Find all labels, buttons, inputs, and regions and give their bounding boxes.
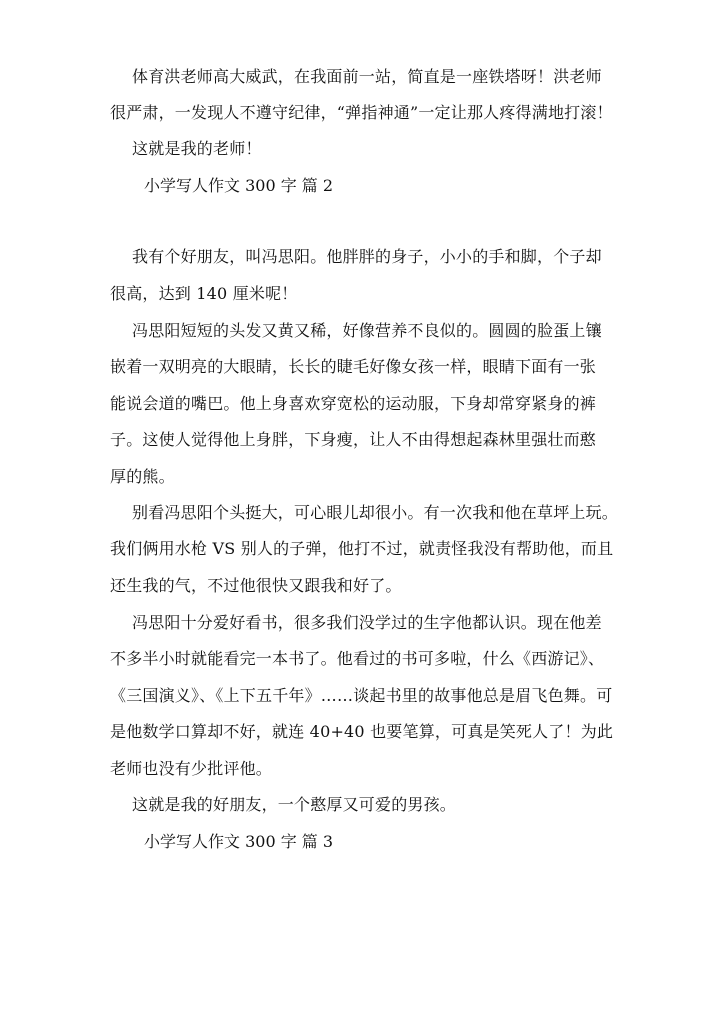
paragraph-line: 《三国演义》、《上下五千年》……谈起书里的故事他总是眉飞色舞。可 xyxy=(110,686,613,705)
paragraph-line: 厚的熊。 xyxy=(110,467,175,486)
paragraph-line: 体育洪老师高大威武，在我面前一站，简直是一座铁塔呀！洪老师 xyxy=(132,67,602,86)
section-heading: 小学写人作文 300 字 篇 2 xyxy=(144,176,334,195)
paragraph-line: 是他数学口算却不好，就连 40+40 也要笔算，可真是笑死人了！为此 xyxy=(110,722,614,741)
paragraph-line: 能说会道的嘴巴。他上身喜欢穿宽松的运动服，下身却常穿紧身的裤 xyxy=(110,394,597,413)
paragraph-line: 还生我的气，不过他很快又跟我和好了。 xyxy=(110,576,402,595)
paragraph-line: 老师也没有少批评他。 xyxy=(110,759,273,778)
paragraph-line: 我有个好朋友，叫冯思阳。他胖胖的身子，小小的手和脚，个子却 xyxy=(132,247,602,266)
paragraph-line: 很高，达到 140 厘米呢！ xyxy=(110,284,298,303)
section-heading: 小学写人作文 300 字 篇 3 xyxy=(144,832,334,851)
paragraph-line: 这就是我的好朋友，一个憨厚又可爱的男孩。 xyxy=(132,795,457,814)
paragraph-line: 别看冯思阳个头挺大，可心眼儿却很小。有一次我和他在草坪上玩。 xyxy=(132,503,619,522)
paragraph-line: 很严肃，一发现人不遵守纪律，“弹指神通”一定让那人疼得满地打滚！ xyxy=(110,103,613,122)
paragraph-line: 冯思阳十分爱好看书，很多我们没学过的生字他都认识。现在他差 xyxy=(132,613,602,632)
paragraph-line: 嵌着一双明亮的大眼睛，长长的睫毛好像女孩一样，眼睛下面有一张 xyxy=(110,357,597,376)
paragraph-line: 我们俩用水枪 VS 别人的子弹，他打不过，就责怪我没有帮助他，而且 xyxy=(110,539,614,558)
paragraph-line: 冯思阳短短的头发又黄又稀，好像营养不良似的。圆圆的脸蛋上镶 xyxy=(132,321,602,340)
paragraph-line: 这就是我的老师！ xyxy=(132,139,262,158)
paragraph-line: 不多半小时就能看完一本书了。他看过的书可多啦，什么《西游记》、 xyxy=(110,649,605,668)
paragraph-line: 子。这使人觉得他上身胖，下身瘦，让人不由得想起森林里强壮而憨 xyxy=(110,430,597,449)
